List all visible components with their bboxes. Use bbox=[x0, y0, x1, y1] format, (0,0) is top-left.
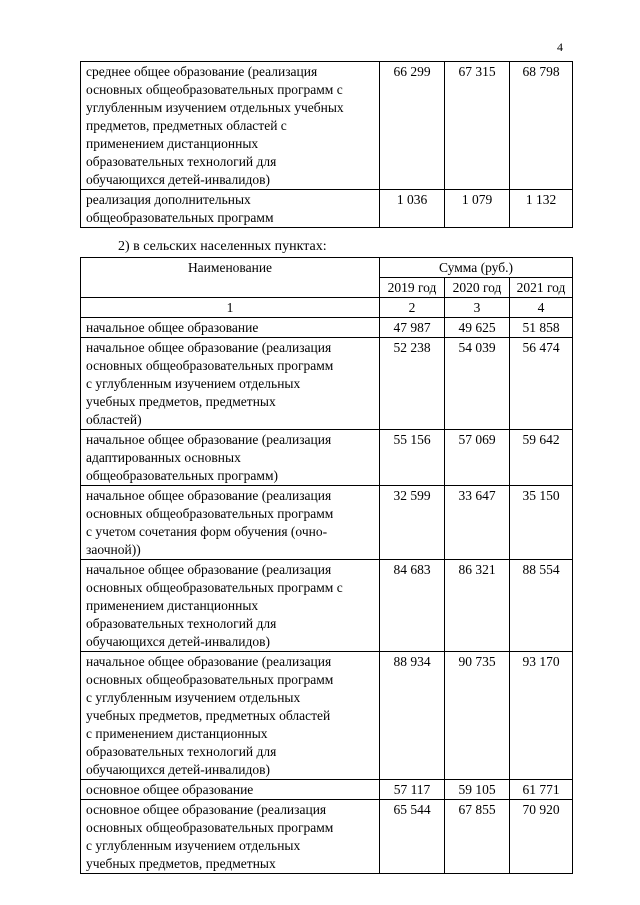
value-2019: 52 238 bbox=[380, 338, 445, 430]
value-2021: 88 554 bbox=[510, 560, 573, 652]
value-2020: 90 735 bbox=[445, 652, 510, 780]
value-2021: 70 920 bbox=[510, 800, 573, 874]
row-name-line: применением дистанционных bbox=[86, 136, 259, 151]
row-name-line: обучающихся детей-инвалидов) bbox=[86, 172, 270, 187]
value-2020: 33 647 bbox=[445, 486, 510, 560]
header-year-2021: 2021 год bbox=[510, 278, 573, 298]
row-name-line: начальное общее образование (реализация bbox=[86, 488, 332, 503]
value-2020: 59 105 bbox=[445, 780, 510, 800]
row-name-line: основных общеобразовательных программ bbox=[86, 358, 334, 373]
table-urban-continued bbox=[80, 61, 573, 228]
value-2021: 51 858 bbox=[510, 318, 573, 338]
table-rural bbox=[80, 257, 573, 874]
value-2019: 32 599 bbox=[380, 486, 445, 560]
value-2019: 55 156 bbox=[380, 430, 445, 486]
table-row bbox=[81, 430, 573, 486]
value-2020: 54 039 bbox=[445, 338, 510, 430]
row-name bbox=[81, 338, 380, 430]
row-name-line: начальное общее образование (реализация bbox=[86, 432, 332, 447]
value-2019: 65 544 bbox=[380, 800, 445, 874]
row-name-line: заочной)) bbox=[86, 542, 141, 557]
row-name-line: основное общее образование bbox=[86, 782, 254, 797]
row-name-line: основных общеобразовательных программ с bbox=[86, 580, 343, 595]
row-name-line: учебных предметов, предметных bbox=[86, 856, 276, 871]
header-sum: Сумма (руб.) bbox=[380, 258, 573, 278]
row-name-line: с углубленным изучением отдельных bbox=[86, 690, 301, 705]
row-name-line: основное общее образование (реализация bbox=[86, 802, 327, 817]
row-name-line: предметов, предметных областей с bbox=[86, 118, 287, 133]
header-year-2020: 2020 год bbox=[445, 278, 510, 298]
row-name-line: общеобразовательных программ) bbox=[86, 468, 278, 483]
table-row bbox=[81, 62, 573, 190]
row-name-line: основных общеобразовательных программ bbox=[86, 820, 334, 835]
row-name-line: применением дистанционных bbox=[86, 598, 259, 613]
row-name-line: с углубленным изучением отдельных bbox=[86, 376, 301, 391]
page-number: 4 bbox=[557, 40, 563, 54]
row-name-line: с применением дистанционных bbox=[86, 726, 268, 741]
value-2019: 88 934 bbox=[380, 652, 445, 780]
value-2020: 67 855 bbox=[445, 800, 510, 874]
header-year-2019: 2019 год bbox=[380, 278, 445, 298]
row-name-line: с углубленным изучением отдельных bbox=[86, 838, 301, 853]
value-2020: 49 625 bbox=[445, 318, 510, 338]
table-row bbox=[81, 800, 573, 874]
row-name-line: начальное общее образование (реализация bbox=[86, 340, 332, 355]
row-name-line: областей) bbox=[86, 412, 142, 427]
row-name-line: углубленным изучением отдельных учебных bbox=[86, 100, 344, 115]
table1-body bbox=[81, 62, 573, 228]
row-name bbox=[81, 560, 380, 652]
row-name bbox=[81, 318, 380, 338]
value-2019: 1 036 bbox=[380, 190, 445, 228]
table-row bbox=[81, 338, 573, 430]
value-2021: 1 132 bbox=[510, 190, 573, 228]
header-col-number-4: 4 bbox=[510, 298, 573, 318]
row-name-line: обучающихся детей-инвалидов) bbox=[86, 762, 270, 777]
header-col-number-2: 2 bbox=[380, 298, 445, 318]
row-name-line: среднее общее образование (реализация bbox=[86, 64, 318, 79]
row-name bbox=[81, 652, 380, 780]
row-name-line: учебных предметов, предметных областей bbox=[86, 708, 331, 723]
value-2020: 67 315 bbox=[445, 62, 510, 190]
value-2021: 61 771 bbox=[510, 780, 573, 800]
row-name-line: образовательных технологий для bbox=[86, 616, 277, 631]
value-2021: 59 642 bbox=[510, 430, 573, 486]
row-name bbox=[81, 62, 380, 190]
value-2019: 57 117 bbox=[380, 780, 445, 800]
row-name bbox=[81, 780, 380, 800]
table-row bbox=[81, 652, 573, 780]
row-name-line: основных общеобразовательных программ bbox=[86, 506, 334, 521]
value-2021: 93 170 bbox=[510, 652, 573, 780]
row-name bbox=[81, 430, 380, 486]
table2-body bbox=[81, 318, 573, 874]
row-name-line: образовательных технологий для bbox=[86, 744, 277, 759]
value-2019: 84 683 bbox=[380, 560, 445, 652]
row-name bbox=[81, 190, 380, 228]
value-2020: 57 069 bbox=[445, 430, 510, 486]
row-name-line: обучающихся детей-инвалидов) bbox=[86, 634, 270, 649]
row-name-line: начальное общее образование bbox=[86, 320, 259, 335]
value-2021: 56 474 bbox=[510, 338, 573, 430]
row-name-line: реализация дополнительных bbox=[86, 192, 251, 207]
row-name-line: основных общеобразовательных программ bbox=[86, 672, 334, 687]
row-name bbox=[81, 486, 380, 560]
table-row bbox=[81, 780, 573, 800]
row-name-line: адаптированных основных bbox=[86, 450, 241, 465]
value-2019: 47 987 bbox=[380, 318, 445, 338]
row-name-line: учебных предметов, предметных bbox=[86, 394, 276, 409]
header-name: Наименование bbox=[81, 258, 380, 298]
row-name bbox=[81, 800, 380, 874]
row-name-line: основных общеобразовательных программ с bbox=[86, 82, 343, 97]
header-col-number-1: 1 bbox=[81, 298, 380, 318]
row-name-line: начальное общее образование (реализация bbox=[86, 654, 332, 669]
table-row bbox=[81, 318, 573, 338]
table-row bbox=[81, 560, 573, 652]
section-subtitle: 2) в сельских населенных пунктах: bbox=[118, 239, 327, 254]
row-name-line: общеобразовательных программ bbox=[86, 210, 274, 225]
row-name-line: образовательных технологий для bbox=[86, 154, 277, 169]
table-row bbox=[81, 190, 573, 228]
table-row bbox=[81, 486, 573, 560]
row-name-line: начальное общее образование (реализация bbox=[86, 562, 332, 577]
row-name-line: с учетом сочетания форм обучения (очно- bbox=[86, 524, 328, 539]
header-col-number-3: 3 bbox=[445, 298, 510, 318]
value-2020: 1 079 bbox=[445, 190, 510, 228]
value-2020: 86 321 bbox=[445, 560, 510, 652]
value-2021: 35 150 bbox=[510, 486, 573, 560]
value-2021: 68 798 bbox=[510, 62, 573, 190]
value-2019: 66 299 bbox=[380, 62, 445, 190]
